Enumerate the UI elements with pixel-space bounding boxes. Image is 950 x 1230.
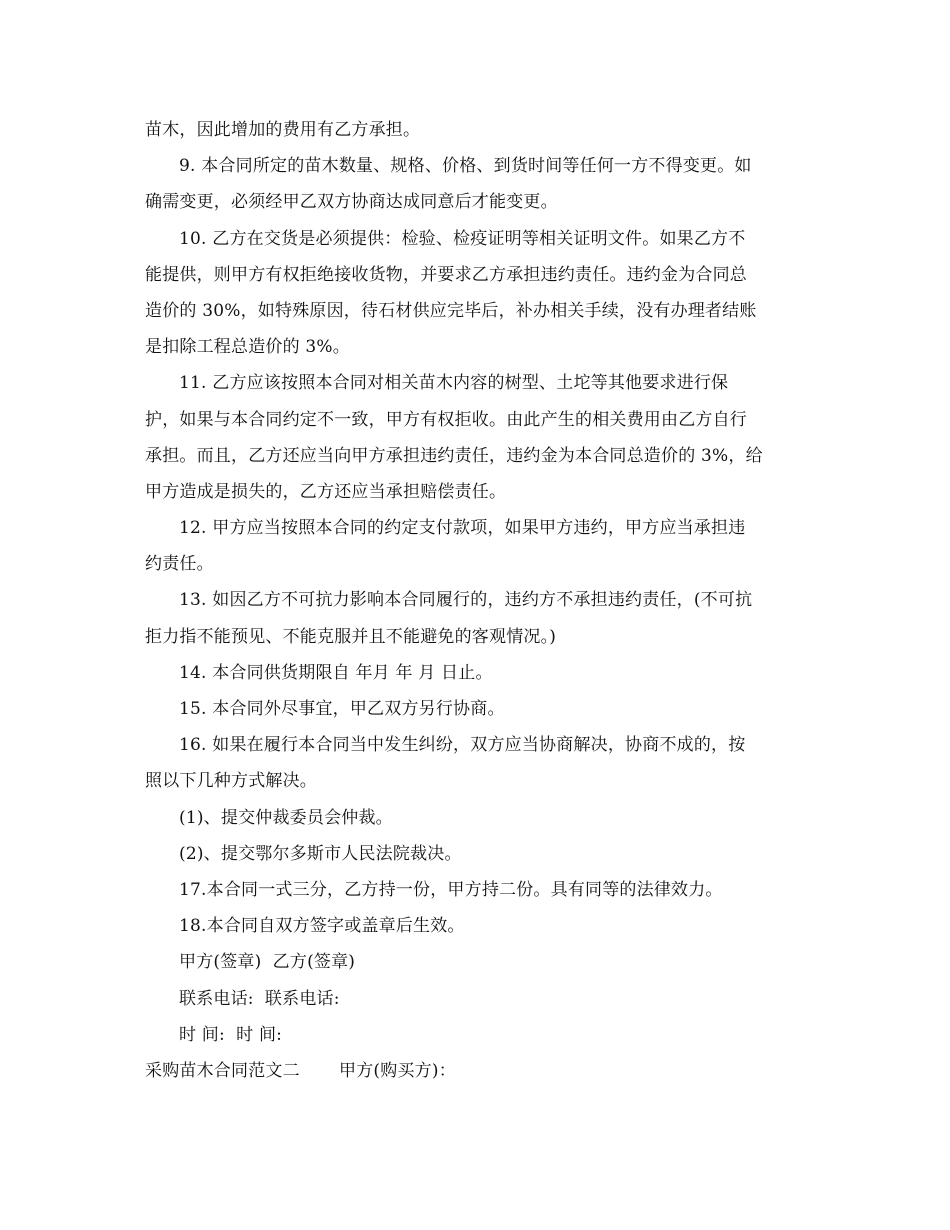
text-line: 能提供，则甲方有权拒绝接收货物，并要求乙方承担违约责任。违约金为合同总: [145, 264, 747, 285]
clause-10: 10. 乙方在交货是必须提供：检验、检疫证明等相关证明文件。如果乙方不: [179, 228, 746, 249]
clause-17: 17.本合同一式三分，乙方持一份，甲方持二份。具有同等的法律效力。: [179, 879, 723, 900]
text-line: 是扣除工程总造价的 3%。: [145, 337, 350, 358]
clause-14: 14. 本合同供货期限自 年月 年 月 日止。: [179, 662, 493, 683]
text-line: 约责任。: [145, 554, 214, 575]
text-line: 承担。而且，乙方还应当向甲方承担违约责任，违约金为本合同总造价的 3%，给: [145, 445, 763, 466]
next-section-heading: 采购苗木合同范文二 甲方(购买方)：: [145, 1060, 456, 1081]
text-line: 苗木，因此增加的费用有乙方承担。: [145, 120, 421, 140]
clause-16: 16. 如果在履行本合同当中发生纠纷，双方应当协商解决，协商不成的，按: [179, 735, 746, 756]
clause-9: 9. 本合同所定的苗木数量、规格、价格、到货时间等任何一方不得变更。如: [179, 156, 752, 177]
date-line: 时 间: 时 间:: [179, 1024, 283, 1045]
document-body: [145, 112, 813, 1089]
phone-line: 联系电话: 联系电话:: [179, 988, 340, 1009]
text-line: 护，如果与本合同约定不一致，甲方有权拒收。由此产生的相关费用由乙方自行: [145, 409, 747, 430]
text-line: 照以下几种方式解决。: [145, 771, 317, 792]
clause-15: 15. 本合同外尽事宜，甲乙双方另行协商。: [179, 699, 505, 719]
clause-12: 12. 甲方应当按照本合同的约定支付款项，如果甲方违约，甲方应当承担违: [179, 518, 746, 539]
text-line: 确需变更，必须经甲乙双方协商达成同意后才能变更。: [145, 192, 558, 213]
sub-item-1: (1)、提交仲裁委员会仲裁。: [179, 807, 393, 828]
text-line: 甲方造成是损失的，乙方还应当承担赔偿责任。: [145, 481, 507, 502]
text-line: 造价的 30%，如特殊原因，待石材供应完毕后，补办相关手续，没有办理者结账: [145, 300, 757, 321]
clause-18: 18.本合同自双方签字或盖章后生效。: [179, 916, 465, 937]
clause-13: 13. 如因乙方不可抗力影响本合同履行的，违约方不承担违约责任，(不可抗: [179, 590, 753, 611]
clause-11: 11. 乙方应该按照本合同对相关苗木内容的树型、土坨等其他要求进行保: [179, 373, 729, 394]
text-line: 拒力指不能预见、不能克服并且不能避免的客观情况。): [145, 626, 557, 647]
signature-line: 甲方(签章) 乙方(签章): [179, 952, 356, 973]
sub-item-2: (2)、提交鄂尔多斯市人民法院裁决。: [179, 843, 462, 864]
